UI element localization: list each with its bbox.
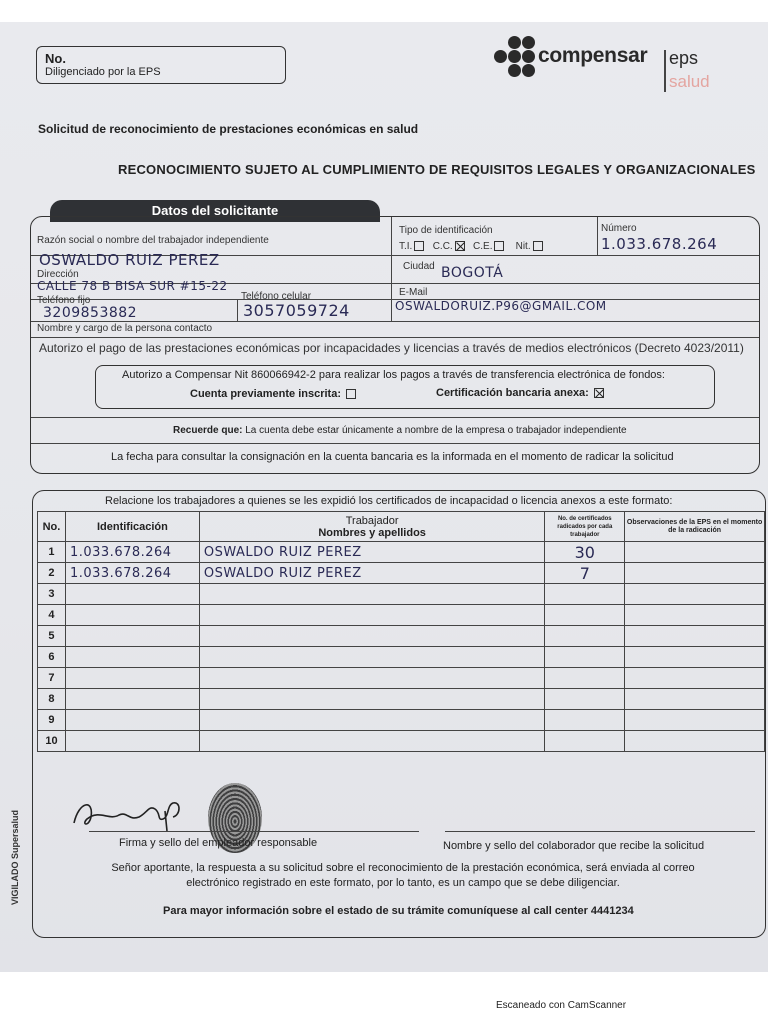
divider <box>31 443 759 444</box>
row-worker-name[interactable]: OSWALDO RUIZ PEREZ <box>199 563 544 584</box>
col-worker-sub: Nombres y apellidos <box>318 526 426 539</box>
table-row <box>38 689 765 710</box>
row-number: 6 <box>38 647 66 668</box>
row-number: 5 <box>38 626 66 647</box>
bank-certificate-checkbox-checked[interactable] <box>594 388 604 398</box>
row-number: 8 <box>38 689 66 710</box>
remember-bold: Recuerde que: <box>173 425 243 436</box>
table-row <box>38 542 765 563</box>
table-header-row <box>38 512 765 542</box>
row-observations[interactable] <box>625 563 765 584</box>
contact-label: Nombre y cargo de la persona contacto <box>37 323 213 334</box>
eps-number-box <box>36 46 286 84</box>
city-value[interactable]: BOGOTÁ <box>441 265 504 281</box>
row-worker-name[interactable] <box>199 689 544 710</box>
row-observations[interactable] <box>625 626 765 647</box>
col-obs: Observaciones de la EPS en el momento de la radicación <box>625 512 765 542</box>
row-identification[interactable] <box>65 731 199 752</box>
col-count: No. de certificados radicados por cada trabajador <box>545 512 625 542</box>
city-label: Ciudad <box>403 261 435 272</box>
phone-value[interactable]: 3209853882 <box>43 305 138 321</box>
registered-account-option <box>190 388 356 400</box>
row-number: 2 <box>38 563 66 584</box>
workers-table-body <box>38 542 765 752</box>
eps-number-label: No. <box>45 51 66 66</box>
row-worker-name[interactable] <box>199 647 544 668</box>
address-value[interactable]: CALLE 78 B BISA SUR #15-22 <box>37 279 228 293</box>
logo-dots-icon <box>492 36 538 80</box>
ce-checkbox[interactable] <box>494 241 504 251</box>
row-identification[interactable] <box>65 626 199 647</box>
table-row <box>38 731 765 752</box>
id-type-ce: C.E. <box>473 241 493 252</box>
row-observations[interactable] <box>625 689 765 710</box>
row-certificate-count[interactable]: 7 <box>545 563 625 584</box>
divider <box>237 299 238 321</box>
employer-signature-line <box>89 831 419 832</box>
bank-certificate-label: Certificación bancaria anexa: <box>436 387 589 399</box>
row-number: 9 <box>38 710 66 731</box>
payment-authorization-box <box>95 365 715 409</box>
logo-salud: salud <box>669 72 710 91</box>
form-subtitle: RECONOCIMIENTO SUJETO AL CUMPLIMIENTO DE REQUISITOS LEGALES Y ORGANIZACIONALES <box>118 162 756 177</box>
table-row <box>38 710 765 731</box>
name-value[interactable]: OSWALDO RUIZ PEREZ <box>39 251 220 269</box>
divider <box>31 417 759 418</box>
row-worker-name[interactable] <box>199 710 544 731</box>
divider <box>597 217 598 255</box>
workers-section <box>32 490 766 938</box>
divider <box>31 337 759 338</box>
row-worker-name[interactable]: OSWALDO RUIZ PEREZ <box>199 542 544 563</box>
document-page <box>0 22 768 972</box>
collaborator-signature-label: Nombre y sello del colaborador que recibe la solicitud <box>443 840 705 852</box>
employer-signature-label: Firma y sello del empleador responsable <box>119 837 318 849</box>
row-certificate-count[interactable] <box>545 626 625 647</box>
registered-account-checkbox[interactable] <box>346 389 356 399</box>
address-label: Dirección <box>37 269 79 280</box>
collaborator-signature-line <box>445 831 755 832</box>
row-certificate-count[interactable] <box>545 605 625 626</box>
table-row <box>38 605 765 626</box>
supersalud-stamp: VIGILADO Supersalud <box>10 809 20 905</box>
mobile-value[interactable]: 3057059724 <box>243 301 350 320</box>
applicant-section-title: Datos del solicitante <box>50 200 380 222</box>
row-identification[interactable]: 1.033.678.264 <box>65 542 199 563</box>
remember-note <box>173 425 627 436</box>
row-worker-name[interactable] <box>199 626 544 647</box>
form-title: Solicitud de reconocimiento de prestaciones económicas en salud <box>38 122 419 136</box>
email-value[interactable]: OSWALDORUIZ.P96@GMAIL.COM <box>395 299 607 313</box>
row-identification[interactable] <box>65 647 199 668</box>
row-worker-name[interactable] <box>199 605 544 626</box>
call-center-notice: Para mayor información sobre el estado de su trámite comuníquese al call center 4441234 <box>163 905 634 917</box>
logo-eps: eps <box>669 48 699 68</box>
ti-checkbox[interactable] <box>414 241 424 251</box>
divider <box>31 321 759 322</box>
row-number: 7 <box>38 668 66 689</box>
workers-table <box>37 511 765 752</box>
response-notice: Señor aportante, la respuesta a su solicitud sobre el reconocimiento de la prestación económica, será enviada al correo electrónico registrado en este formato, por lo tanto, es un campo que se debe diligenciar. <box>111 862 695 889</box>
logo-divider <box>664 50 666 92</box>
phone-label: Teléfono fijo <box>37 295 91 306</box>
bank-certificate-option <box>436 387 604 399</box>
row-observations[interactable] <box>625 710 765 731</box>
id-type-options <box>399 241 543 252</box>
row-worker-name[interactable] <box>199 584 544 605</box>
compensar-logo <box>492 36 732 96</box>
name-label: Razón social o nombre del trabajador independiente <box>37 235 269 246</box>
row-certificate-count[interactable] <box>545 668 625 689</box>
table-row <box>38 563 765 584</box>
row-observations[interactable] <box>625 584 765 605</box>
row-certificate-count[interactable] <box>545 689 625 710</box>
row-certificate-count[interactable]: 30 <box>545 542 625 563</box>
row-identification[interactable] <box>65 689 199 710</box>
id-type-label: Tipo de identificación <box>399 225 493 236</box>
col-worker <box>199 512 544 542</box>
id-type-ti: T.I. <box>399 241 413 252</box>
number-label: Número <box>601 223 637 234</box>
payment-authorization-text: Autorizo a Compensar Nit 860066942-2 para realizar los pagos a través de transferencia electrónica de fondos: <box>122 369 665 381</box>
table-row <box>38 647 765 668</box>
row-identification[interactable] <box>65 605 199 626</box>
eps-number-sublabel: Diligenciado por la EPS <box>45 66 161 78</box>
row-observations[interactable] <box>625 731 765 752</box>
row-number: 4 <box>38 605 66 626</box>
row-identification[interactable] <box>65 584 199 605</box>
employer-signature <box>69 791 189 835</box>
cc-checkbox-checked[interactable] <box>455 241 465 251</box>
applicant-section <box>30 216 760 474</box>
scanner-watermark: Escaneado con CamScanner <box>496 1000 627 1011</box>
email-label: E-Mail <box>399 287 428 298</box>
row-observations[interactable] <box>625 668 765 689</box>
row-identification[interactable] <box>65 668 199 689</box>
row-certificate-count[interactable] <box>545 710 625 731</box>
row-worker-name[interactable] <box>199 668 544 689</box>
row-number: 1 <box>38 542 66 563</box>
row-number: 10 <box>38 731 66 752</box>
registered-account-label: Cuenta previamente inscrita: <box>190 388 341 400</box>
row-certificate-count[interactable] <box>545 731 625 752</box>
row-certificate-count[interactable] <box>545 647 625 668</box>
logo-wordmark: compensar <box>538 44 648 67</box>
date-note: La fecha para consultar la consignación en la cuenta bancaria es la informada en el momento de radicar la solicitud <box>111 451 674 463</box>
col-no: No. <box>38 512 66 542</box>
col-id: Identificación <box>65 512 199 542</box>
table-row <box>38 626 765 647</box>
nit-checkbox[interactable] <box>533 241 543 251</box>
row-observations[interactable] <box>625 647 765 668</box>
row-number: 3 <box>38 584 66 605</box>
row-observations[interactable] <box>625 542 765 563</box>
row-identification[interactable] <box>65 710 199 731</box>
row-observations[interactable] <box>625 605 765 626</box>
table-row <box>38 584 765 605</box>
id-type-nit: Nit. <box>515 241 531 252</box>
id-type-cc: C.C. <box>432 241 453 252</box>
workers-intro: Relacione los trabajadores a quienes se les expidió los certificados de incapacidad o licencia anexos a este formato: <box>105 495 673 507</box>
table-row <box>38 668 765 689</box>
mobile-label: Teléfono celular <box>241 291 312 302</box>
number-value[interactable]: 1.033.678.264 <box>601 235 718 253</box>
row-identification[interactable]: 1.033.678.264 <box>65 563 199 584</box>
divider <box>391 217 392 321</box>
row-certificate-count[interactable] <box>545 584 625 605</box>
col-worker-title: Trabajador <box>345 514 399 527</box>
authorization-text: Autorizo el pago de las prestaciones económicas por incapacidades y licencias a través de medios electrónicos (Decreto 4023/2011) <box>39 341 744 355</box>
remember-text: La cuenta debe estar únicamente a nombre de la empresa o trabajador independiente <box>245 425 627 436</box>
row-worker-name[interactable] <box>199 731 544 752</box>
divider <box>391 255 759 256</box>
